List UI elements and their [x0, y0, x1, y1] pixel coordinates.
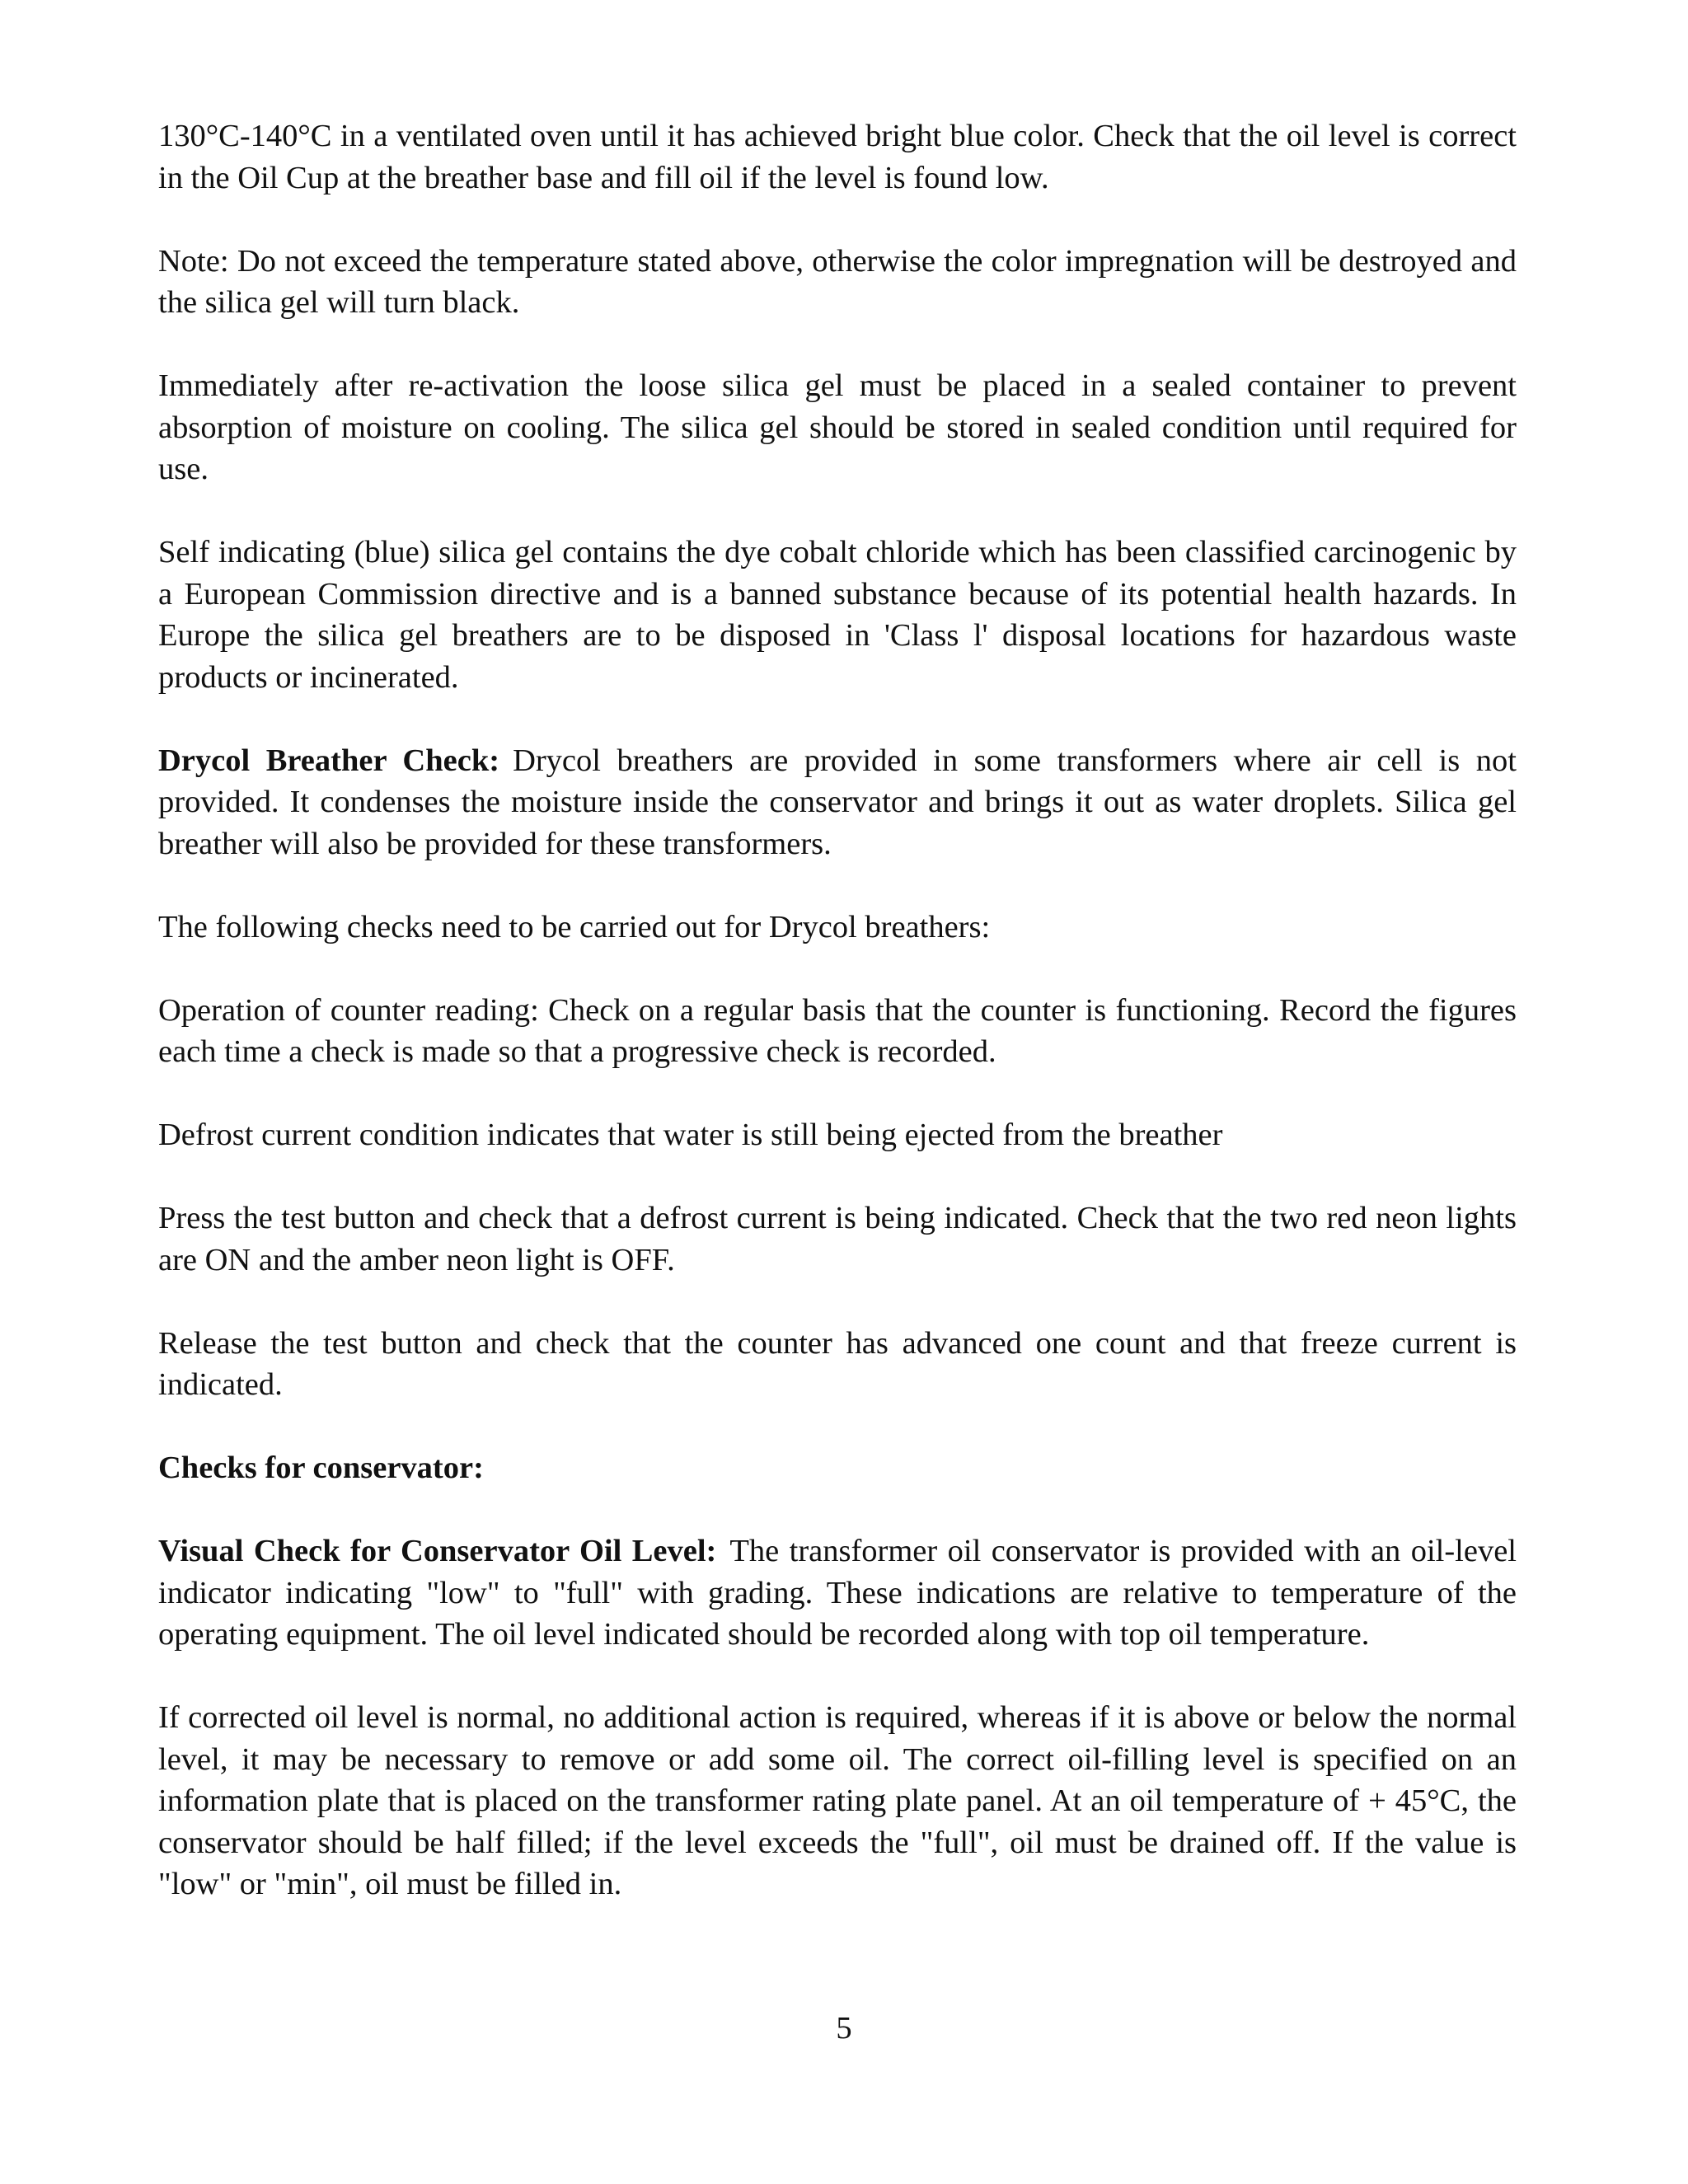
paragraph-text: Press the test button and check that a defrost current is being indicated. Check that the two red neon lights are ON and the amber neon light is OFF. — [158, 1201, 1517, 1277]
paragraph-release-test-button — [158, 1323, 1517, 1406]
paragraph-lead-heading: Drycol Breather Check: — [158, 743, 500, 778]
paragraph-text: Self indicating (blue) silica gel contains the dye cobalt chloride which has been classified carcinogenic by a European Commission directive and is a banned substance because of its potential health hazards. In Europe the silica gel breathers are to be disposed in 'Class l' disposal locations for hazardous waste products or incinerated. — [158, 535, 1517, 695]
document-body — [158, 115, 1517, 1947]
paragraph-text: 130°C-140°C in a ventilated oven until it has achieved bright blue color. Check that the oil level is correct in the Oil Cup at the breather base and fill oil if the level is found low. — [158, 119, 1517, 195]
paragraph-drycol-breather-check — [158, 740, 1517, 865]
paragraph-text: Release the test button and check that the counter has advanced one count and that freeze current is indicated. — [158, 1325, 1517, 1402]
paragraph-cobalt-chloride-hazard — [158, 532, 1517, 698]
paragraph-text: If corrected oil level is normal, no additional action is required, whereas if it is above or below the normal level, it may be necessary to remove or add some oil. The correct oil-filling level is specified on an information plate that is placed on the transformer rating plate panel. At an oil temperature of + 45°C, the conservator should be half filled; if the level exceeds the "full", oil must be drained off. If the value is "low" or "min", oil must be filled in. — [158, 1700, 1517, 1901]
paragraph-defrost-condition — [158, 1114, 1517, 1156]
paragraph-lead-heading: Visual Check for Conservator Oil Level: — [158, 1534, 717, 1568]
paragraph-visual-oil-level-check — [158, 1530, 1517, 1656]
paragraph-press-test-button — [158, 1197, 1517, 1281]
paragraph-text: Immediately after re-activation the loose silica gel must be placed in a sealed container to prevent absorption of moisture on cooling. The silica gel should be stored in sealed condition until required for use. — [158, 368, 1517, 486]
paragraph-temperature-note — [158, 241, 1517, 324]
paragraph-drycol-checks-intro — [158, 907, 1517, 949]
section-heading-conservator: Checks for conservator: — [158, 1451, 484, 1485]
paragraph-silica-reactivation-temperature — [158, 115, 1517, 199]
paragraph-text: Note: Do not exceed the temperature stated above, otherwise the color impregnation will be destroyed and the silica gel will turn black. — [158, 243, 1517, 320]
paragraph-text: Drycol breathers are provided in some transformers where air cell is not provided. It condenses the moisture inside the conservator and brings it out as water droplets. Silica gel breather will also be provided for these transformers. — [158, 743, 1517, 861]
paragraph-text: Defrost current condition indicates that water is still being ejected from the breather — [158, 1118, 1223, 1152]
paragraph-text: Operation of counter reading: Check on a regular basis that the counter is functioning. Record the figures each time a check is made so that a progressive check is recorded. — [158, 992, 1517, 1069]
paragraph-text: The following checks need to be carried out for Drycol breathers: — [158, 909, 991, 944]
page-number: 5 — [836, 2011, 852, 2046]
paragraph-counter-reading — [158, 990, 1517, 1073]
paragraph-sealed-storage — [158, 365, 1517, 490]
paragraph-corrected-oil-level — [158, 1697, 1517, 1905]
paragraph-text: The transformer oil conservator is provided with an oil-level indicator indicating "low" to "full" with grading. These indications are relative to temperature of the operating equipment. The oil level indicated should be recorded along with top oil temperature. — [158, 1534, 1517, 1652]
